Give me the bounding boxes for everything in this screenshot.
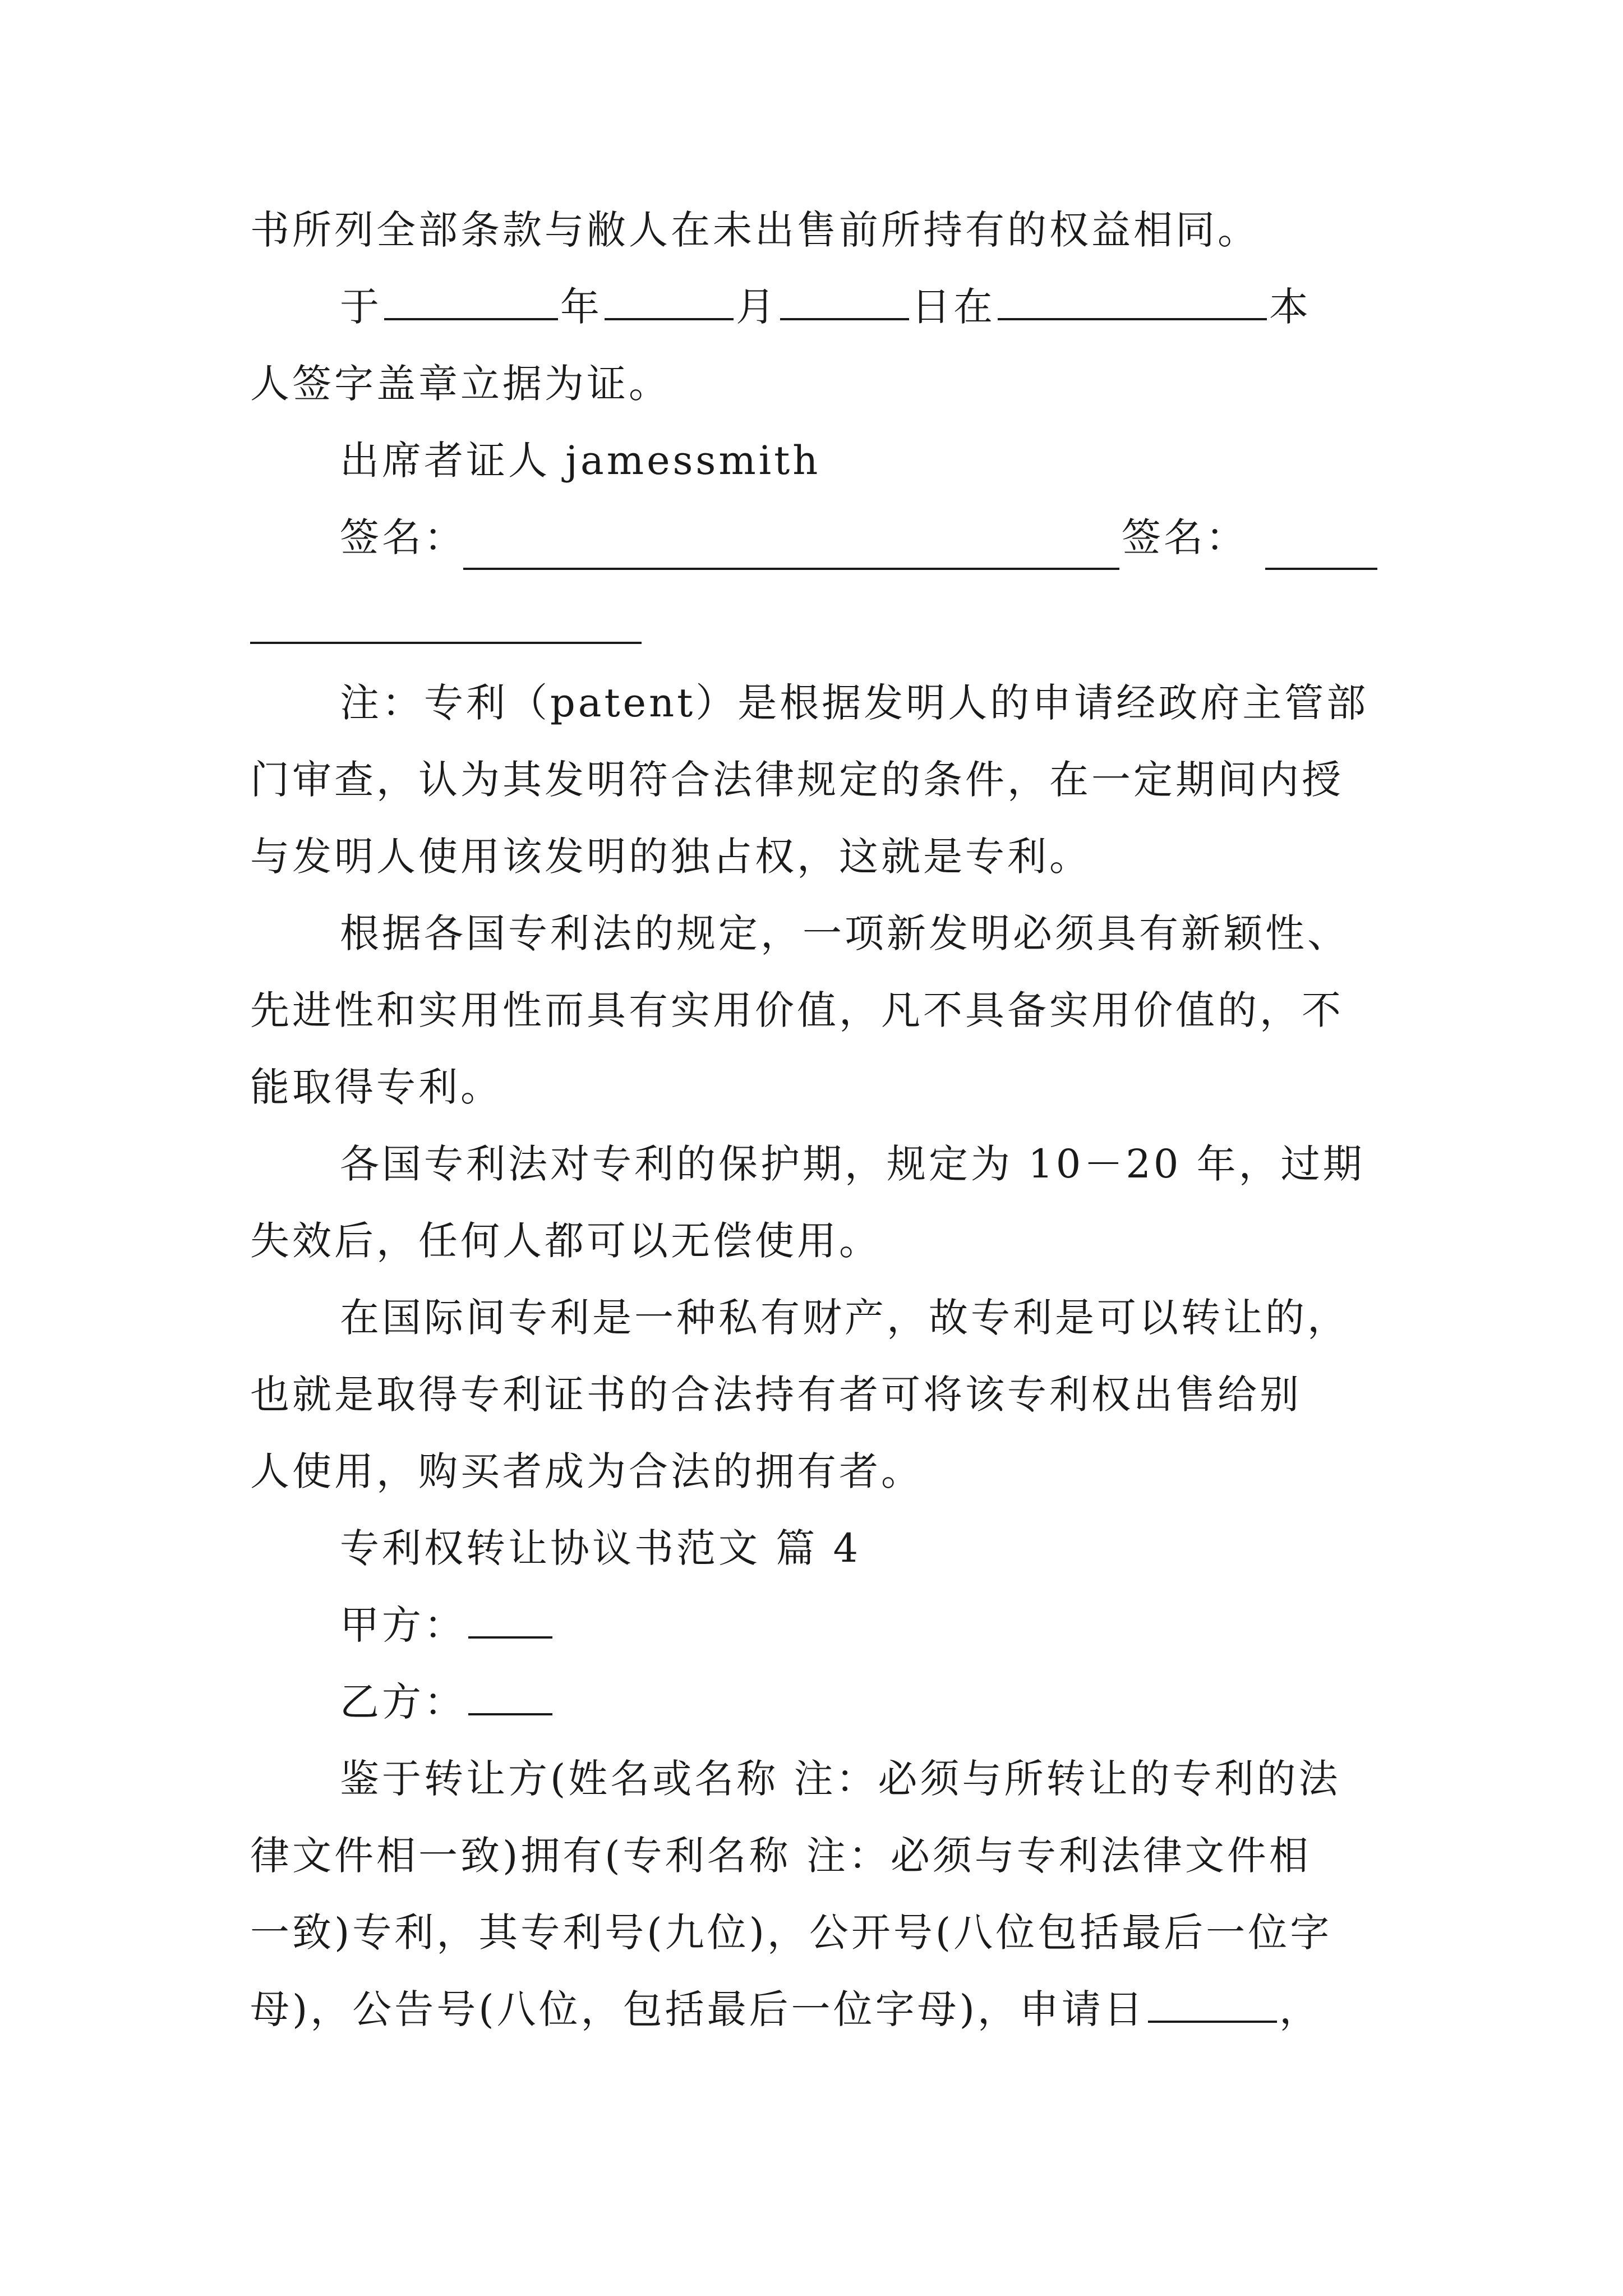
signature-blank-2-continued bbox=[250, 642, 642, 644]
party-b-blank bbox=[468, 1676, 552, 1715]
date-year-label: 年 bbox=[560, 284, 602, 330]
para-line-6: 在国际间专利是一种私有财产，故专利是可以转让的， bbox=[340, 1295, 1349, 1341]
para-line-8: 人使用，购买者成为合法的拥有者。 bbox=[250, 1448, 923, 1494]
para-line-1: 根据各国专利法的规定，一项新发明必须具有新颖性、 bbox=[340, 910, 1349, 956]
para-line-7: 也就是取得专利证书的合法持有者可将该专利权出售给别 bbox=[250, 1372, 1302, 1418]
date-day-label: 日在 bbox=[911, 284, 995, 330]
party-a-label: 甲方： bbox=[340, 1602, 466, 1648]
party-a-blank bbox=[468, 1599, 552, 1639]
text-line-1: 书所列全部条款与敝人在未出售前所持有的权益相同。 bbox=[250, 207, 1260, 253]
year-blank bbox=[384, 281, 558, 320]
date-line bbox=[340, 279, 1389, 335]
witness-line: 出席者证人 jamessmith bbox=[340, 438, 821, 484]
date-line-end: 本 bbox=[1269, 284, 1311, 330]
party-b-line bbox=[340, 1674, 1389, 1730]
clause-line-3: 一致)专利，其专利号(九位)，公开号(八位包括最后一位字 bbox=[250, 1910, 1332, 1955]
para-line-3: 能取得专利。 bbox=[250, 1064, 502, 1110]
note-line-3: 与发明人使用该发明的独占权，这就是专利。 bbox=[250, 834, 1091, 880]
date-prefix: 于 bbox=[340, 284, 382, 330]
clause-line-4 bbox=[250, 1981, 1389, 2037]
signature-blank-1 bbox=[463, 568, 1119, 570]
party-b-label: 乙方： bbox=[340, 1679, 466, 1725]
signature-label-2: 签名： bbox=[1122, 514, 1248, 560]
clause-line-2: 律文件相一致)拥有(专利名称 注：必须与专利法律文件相 bbox=[250, 1833, 1311, 1879]
date-month-label: 月 bbox=[736, 284, 778, 330]
trailing-comma: ， bbox=[1279, 1986, 1321, 2032]
clause-line-4-text: 母)，公告号(八位，包括最后一位字母)，申请日 bbox=[250, 1986, 1146, 2032]
day-blank bbox=[780, 281, 909, 320]
month-blank bbox=[605, 281, 734, 320]
text-line-2: 人签字盖章立据为证。 bbox=[250, 361, 671, 407]
para-line-5: 失效后，任何人都可以无偿使用。 bbox=[250, 1218, 881, 1264]
signature-blank-2 bbox=[1265, 568, 1377, 570]
section-heading: 专利权转让协议书范文 篇 4 bbox=[340, 1525, 861, 1571]
para-line-2: 先进性和实用性而具有实用价值，凡不具备实用价值的，不 bbox=[250, 987, 1344, 1033]
note-line-1: 注：专利（patent）是根据发明人的申请经政府主管部 bbox=[340, 680, 1369, 726]
note-line-2: 门审查，认为其发明符合法律规定的条件，在一定期间内授 bbox=[250, 757, 1344, 803]
signature-label-1: 签名： bbox=[340, 514, 466, 560]
para-line-4: 各国专利法对专利的保护期，规定为 10－20 年，过期 bbox=[340, 1141, 1365, 1187]
clause-line-1: 鉴于转让方(姓名或名称 注：必须与所转让的专利的法 bbox=[340, 1756, 1341, 1802]
application-date-blank bbox=[1148, 1984, 1277, 2023]
party-a-line bbox=[340, 1597, 1389, 1653]
place-blank bbox=[998, 281, 1267, 320]
